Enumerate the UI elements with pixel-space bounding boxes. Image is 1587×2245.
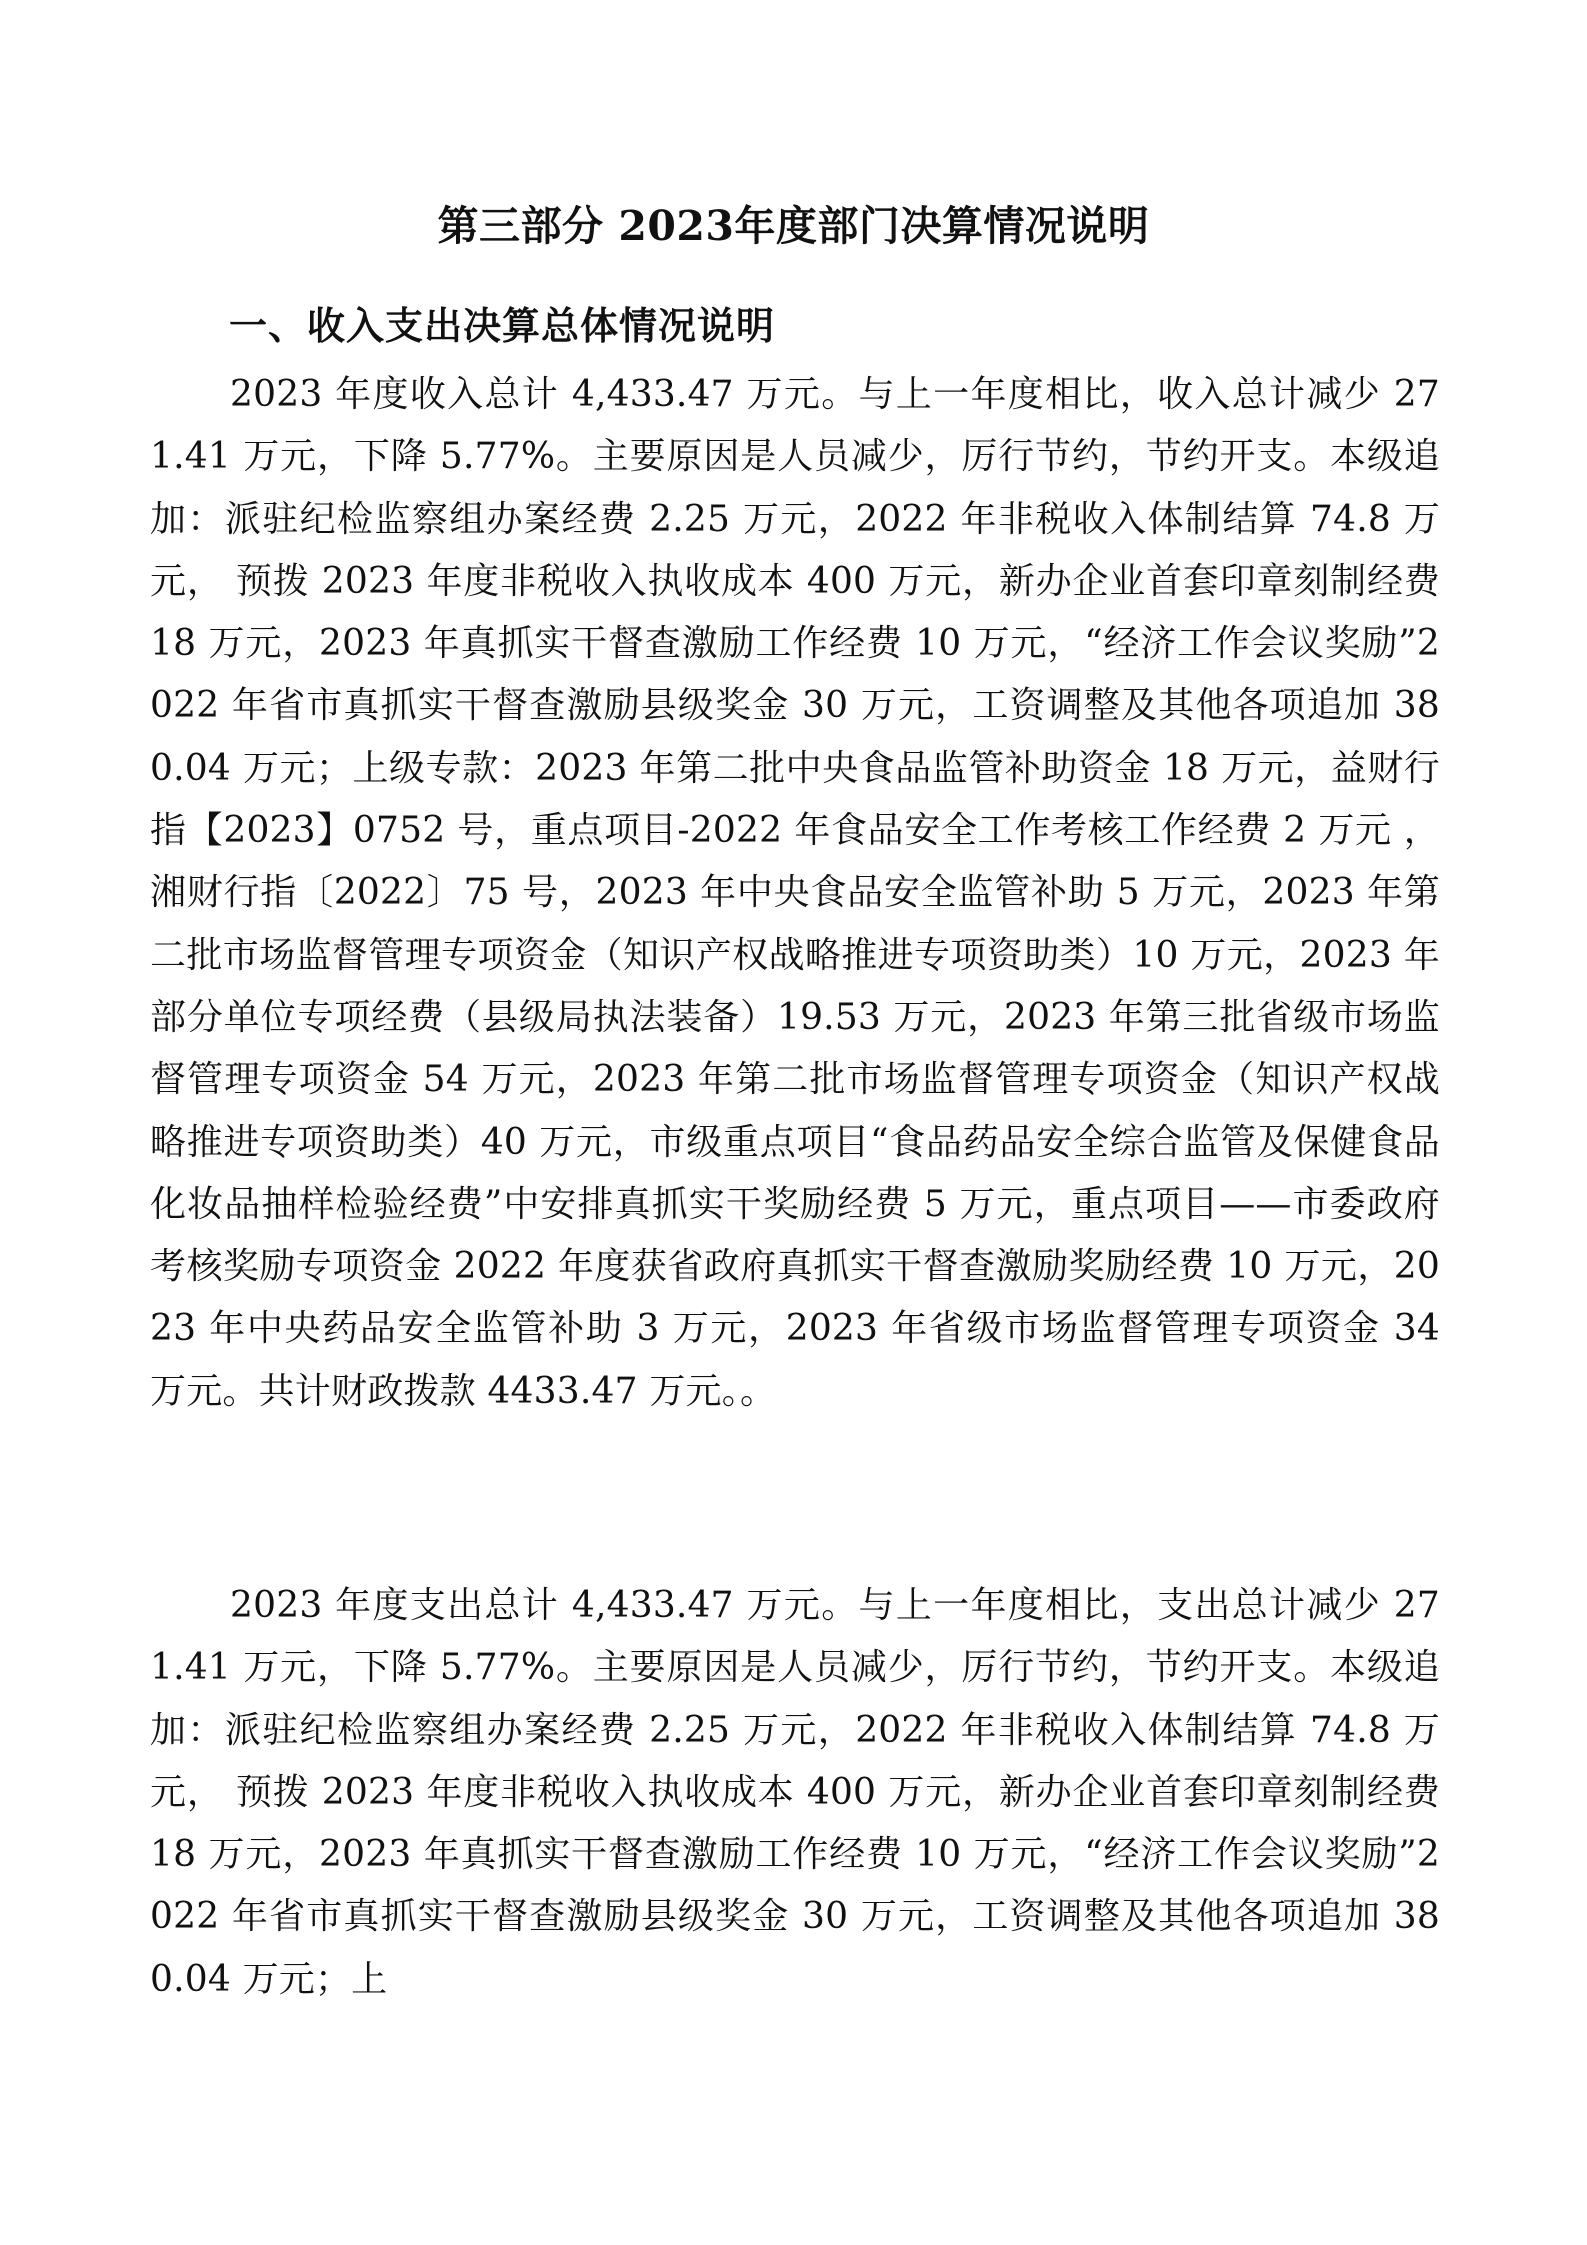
expenditure-paragraph: 2023 年度支出总计 4,433.47 万元。与上一年度相比，支出总计减少 271.41 万元，下降 5.77%。主要原因是人员减少，厉行节约，节约开支。本级追加：派驻纪检监察组办案经费 2.25 万元，2022 年非税收入体制结算 74.8 万元， 预拨 2023 年度非税收入执收成本 400 万元，新办企业首套印章刻制经费 18 万元，2023 年真抓实干督查激励工作经费 10 万元，“经济工作会议奖励”2022 年省市真抓实干督查激励县级奖金 30 万元，工资调整及其他各项追加 380.04 万元；上 (150, 1585, 1440, 2000)
page-title: 第三部分 2023年度部门决算情况说明 (437, 202, 1150, 250)
income-paragraph: 2023 年度收入总计 4,433.47 万元。与上一年度相比，收入总计减少 271.41 万元，下降 5.77%。主要原因是人员减少，厉行节约，节约开支。本级追加：派驻纪检监察组办案经费 2.25 万元，2022 年非税收入体制结算 74.8 万元， 预拨 2023 年度非税收入执收成本 400 万元，新办企业首套印章刻制经费 18 万元，2023 年真抓实干督查激励工作经费 10 万元，“经济工作会议奖励”2022 年省市真抓实干督查激励县级奖金 30 万元，工资调整及其他各项追加 380.04 万元；上级专款：2023 年第二批中央食品监管补助资金 18 万元，益财行指【2023】0752 号，重点项目-2022 年食品安全工作考核工作经费 2 万元 ，湘财行指〔2022〕75 号，2023 年中央食品安全监管补助 5 万元，2023 年第二批市场监督管理专项资金（知识产权战略推进专项资助类）10 万元，2023 年部分单位专项经费（县级局执法装备）19.53 万元，2023 年第三批省级市场监督管理专项资金 54 万元，2023 年第二批市场监督管理专项资金（知识产权战略推进专项资助类）40 万元，市级重点项目“食品药品安全综合监管及保健食品化妆品抽样检验经费”中安排真抓实干奖励经费 5 万元，重点项目——市委政府考核奖励专项资金 2022 年度获省政府真抓实干督查激励奖励经费 10 万元，2023 年中央药品安全监管补助 3 万元，2023 年省级市场监督管理专项资金 34 万元。共计财政拨款 4433.47 万元。。 (150, 374, 1440, 1412)
section-heading: 一、收入支出决算总体情况说明 (229, 303, 776, 348)
